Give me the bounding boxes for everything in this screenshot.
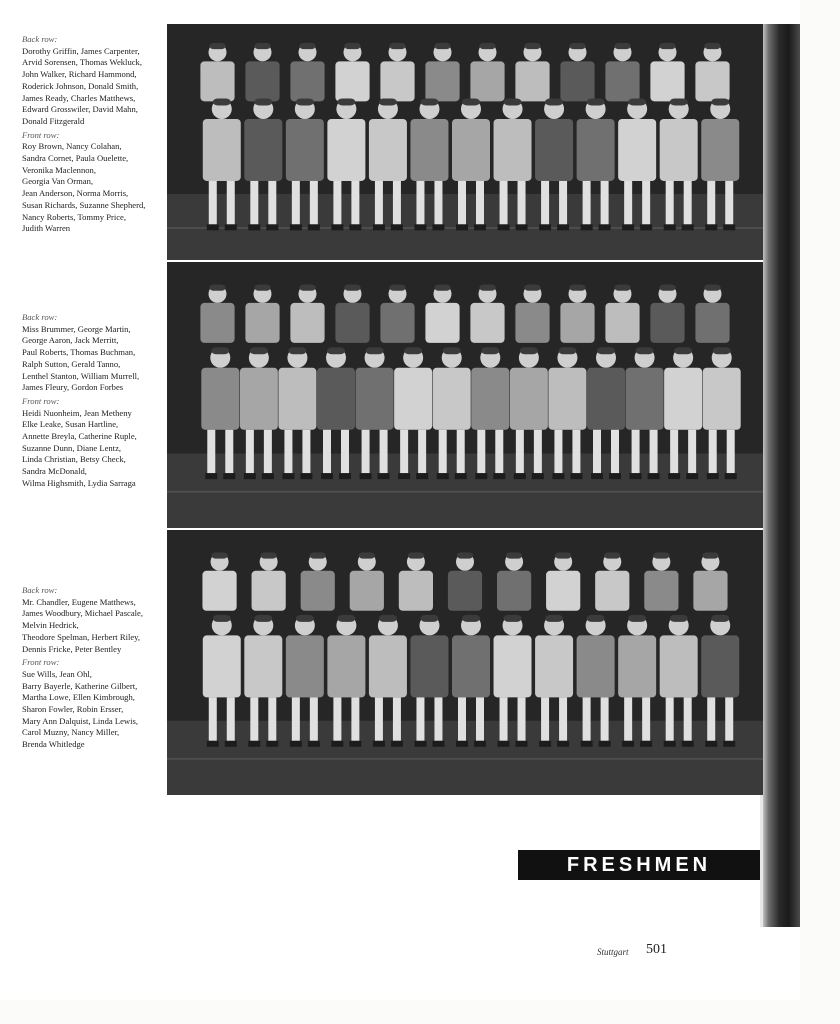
front-row-names-line: Linda Christian, Betsy Check,: [22, 454, 126, 465]
front-row-names-line: Martha Lowe, Ellen Kimbrough,: [22, 692, 135, 703]
front-row-names-line: Sandra McDonald,: [22, 466, 87, 477]
back-row-names-line: George Aaron, Jack Merritt,: [22, 335, 119, 346]
back-row-names-line: Lenthel Stanton, William Murrell,: [22, 370, 140, 381]
front-row-heading: Front row:: [22, 129, 60, 140]
caption-group-1: [22, 32, 167, 235]
back-row-heading: Back row:: [22, 585, 58, 595]
back-row-heading: Back row:: [22, 34, 58, 44]
page-number: 501: [646, 942, 667, 957]
back-row-names-line: James Fleury, Gordon Forbes: [22, 382, 124, 393]
back-row-names-line: Donald Fitzgerald: [22, 115, 85, 126]
front-row-names-line: Sandra Cornet, Paula Ouelette,: [22, 153, 129, 164]
back-row-names-line: Dorothy Griffin, James Carpenter,: [22, 45, 140, 56]
back-row-names-line: Miss Brummer, George Martin,: [22, 323, 131, 334]
front-row-names-line: Mary Ann Dalquist, Linda Lewis,: [22, 715, 138, 726]
front-row-names-line: Carol Muzny, Nancy Miller,: [22, 727, 120, 738]
back-row-names-line: James Woodbury, Michael Pascale,: [22, 608, 144, 619]
front-row-names-line: Susan Richards, Suzanne Shepherd,: [22, 199, 146, 210]
front-row-heading: Front row:: [22, 657, 60, 668]
back-row-names-line: James Ready, Charles Matthews,: [22, 92, 136, 103]
front-row-names-line: Annette Breyla, Catherine Ruple,: [22, 431, 137, 442]
front-row-names-line: Elke Leake, Susan Hartline,: [22, 419, 119, 430]
front-row-names-line: Roy Brown, Nancy Colahan,: [22, 141, 122, 152]
front-row-names-line: Sue Wills, Jean Ohl,: [22, 668, 92, 679]
back-row-names-line: Ralph Sutton, Gerald Tanno,: [22, 358, 121, 369]
back-row-names-line: Arvid Sorensen, Thomas Wekluck,: [22, 57, 143, 68]
back-row-names-line: Dennis Fricke, Peter Bentley: [22, 643, 122, 654]
back-row-names-line: Melvin Hedrick,: [22, 620, 79, 631]
front-row-names-line: Heidi Nuonheim, Jean Metheny: [22, 407, 132, 418]
book-spine: [762, 24, 800, 927]
front-row-names-line: Veronika Maclennon,: [22, 164, 96, 175]
class-photo-3: [167, 530, 763, 795]
class-photo-1: [167, 24, 763, 260]
class-photo-3-figures: [167, 530, 763, 795]
back-row-names-line: John Walker, Richard Hammond,: [22, 69, 137, 80]
front-row-names-line: Suzanne Dunn, Diane Lentz,: [22, 442, 122, 453]
back-row-heading: Back row:: [22, 312, 58, 322]
front-row-names-line: Barry Bayerle, Katherine Gilbert,: [22, 680, 138, 691]
back-row-names-line: Mr. Chandler, Eugene Matthews,: [22, 596, 136, 607]
front-row-names-line: Jean Anderson, Norma Morris,: [22, 188, 129, 199]
front-row-names-line: Georgia Van Orman,: [22, 176, 94, 187]
front-row-names-line: Nancy Roberts, Tommy Price,: [22, 211, 127, 222]
back-row-names-line: Paul Roberts, Thomas Buchman,: [22, 347, 136, 358]
class-photo-2: [167, 262, 763, 528]
front-row-names-line: Wilma Highsmith, Lydia Sarraga: [22, 477, 136, 488]
photo-floor-line: [167, 491, 763, 493]
photo-floor-line: [167, 758, 763, 760]
back-row-names-line: Roderick Johnson, Donald Smith,: [22, 80, 139, 91]
back-row-names-line: Theodore Spelman, Herbert Riley,: [22, 631, 141, 642]
front-row-heading: Front row:: [22, 395, 60, 406]
front-row-names-line: Sharon Fowler, Robin Ersser,: [22, 704, 124, 715]
footer-school-name: Stuttgart: [597, 947, 629, 957]
class-photo-2-figures: [167, 262, 763, 528]
caption-group-2: [22, 310, 167, 490]
class-photo-1-figures: [167, 24, 763, 260]
front-row-names-line: Judith Warren: [22, 223, 71, 234]
front-row-names-line: Brenda Whitledge: [22, 739, 85, 750]
back-row-names-line: Edward Grosswiler, David Mahn,: [22, 104, 138, 115]
section-banner: FRESHMEN: [518, 850, 760, 880]
caption-group-3: [22, 583, 167, 751]
